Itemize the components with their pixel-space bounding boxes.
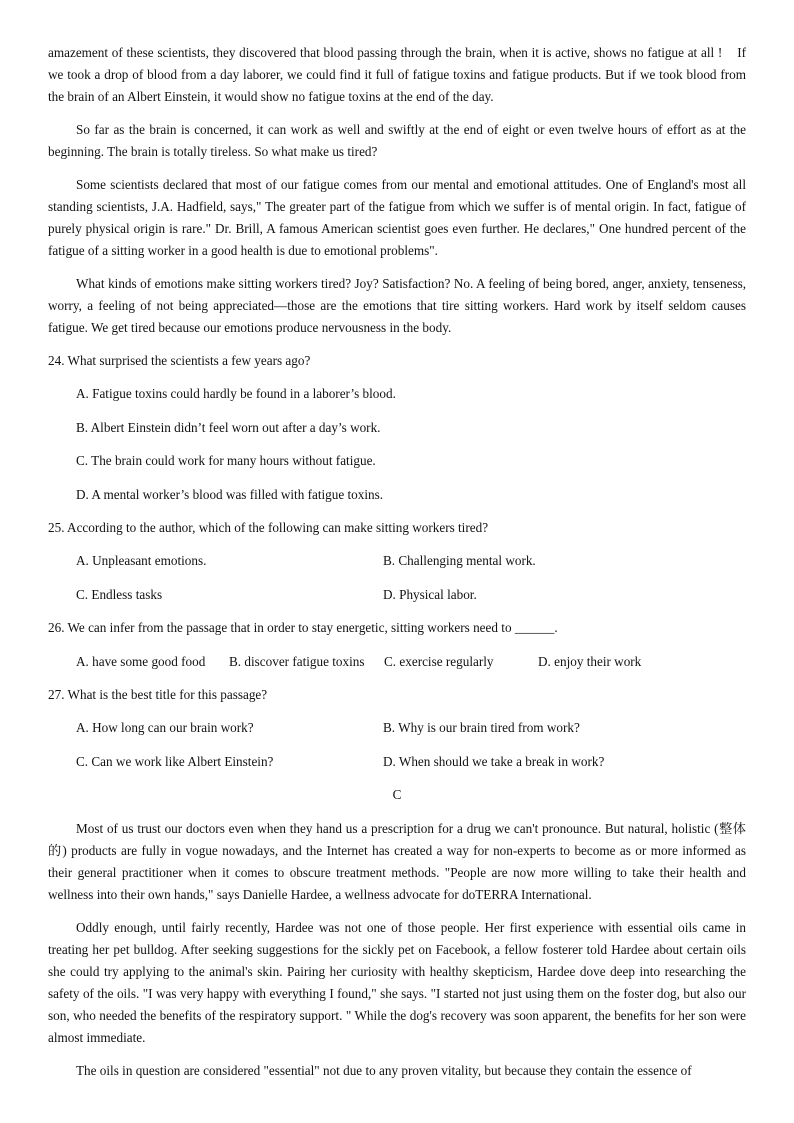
- question-26-options-row: [48, 651, 746, 684]
- question-24-option-c: C. The brain could work for many hours without fatigue.: [76, 453, 376, 469]
- question-27-option-d: D. When should we take a break in work?: [383, 753, 605, 769]
- passage-b-paragraph-4: What kinds of emotions make sitting workers tired? Joy? Satisfaction? No. A feeling of being bored, anger, anxiety, tenseness, worry, a feeling of not being appreciated—those are the emotions that tire sitting workers. Hard work by itself seldom causes fatigue. We get tired because our emotions produce nervousness in the body.: [48, 276, 746, 335]
- question-26-option-a: A. have some good food: [76, 653, 206, 669]
- question-24-option-a: A. Fatigue toxins could hardly be found in a laborer’s blood.: [76, 386, 396, 402]
- question-25-option-b: B. Challenging mental work.: [383, 553, 536, 569]
- section-heading-c: C: [392, 787, 402, 803]
- question-27-option-b: B. Why is our brain tired from work?: [383, 720, 580, 736]
- passage-b-paragraph-3: Some scientists declared that most of our fatigue comes from our mental and emotional attitudes. One of England's most all standing scientists, J.A. Hadfield, says," The greater part of the fatigue from which we suffer is of mental origin. In fact, fatigue of purely physical origin is rare." Dr. Brill, A famous American scientist goes even further. He declares," One hundred percent of the fatigue of a sitting worker in a good health is due to emotional problems".: [48, 177, 746, 258]
- question-27-options-row-2: [48, 751, 746, 784]
- question-27-options-row-1: [48, 717, 746, 750]
- question-25-stem: 25. According to the author, which of the following can make sitting workers tired?: [48, 519, 489, 535]
- question-27-option-a: A. How long can our brain work?: [76, 720, 254, 736]
- question-25-option-c: C. Endless tasks: [76, 586, 163, 602]
- question-27-option-c: C. Can we work like Albert Einstein?: [76, 753, 274, 769]
- question-25-option-a: A. Unpleasant emotions.: [76, 553, 207, 569]
- passage-c-paragraph-2: Oddly enough, until fairly recently, Hardee was not one of those people. Her first experience with essential oils came in treating her pet bulldog. After seeking suggestions for the sickly pet on Facebook, a fellow fosterer told Hardee about certain oils she could try applying to the animal's skin. Pairing her curiosity with healthy skepticism, Hardee dove deep into researching the safety of the oils. "I was very happy with everything I found," she says. "I started not just using them on the foster dog, but also our son, who needed the benefits of the respiratory support. " While the dog's recovery was soon apparent, the benefits for her son were almost immediate.: [48, 920, 746, 1046]
- passage-b-paragraph-1: amazement of these scientists, they discovered that blood passing through the brain, when it is active, shows no fatigue at all ! If we took a drop of blood from a day laborer, we could find it full of fatigue toxins and fatigue products. But if we took blood from the brain of an Albert Einstein, it would show no fatigue toxins at the end of the day.: [48, 45, 746, 104]
- passage-b-paragraph-2: So far as the brain is concerned, it can work as well and swiftly at the end of eight or even twelve hours of effort as at the beginning. The brain is totally tireless. So what make us tired?: [48, 122, 746, 159]
- passage-c-paragraph-3: The oils in question are considered "essential" not due to any proven vitality, but because they contain the essence of: [76, 1063, 692, 1079]
- question-26-option-c: C. exercise regularly: [384, 653, 494, 669]
- question-27-stem: 27. What is the best title for this passage?: [48, 686, 268, 702]
- question-26-option-b: B. discover fatigue toxins: [229, 653, 365, 669]
- question-24-option-b: B. Albert Einstein didn’t feel worn out after a day’s work.: [76, 419, 381, 435]
- question-25-options-row-1: [48, 550, 746, 583]
- question-24-stem: 24. What surprised the scientists a few years ago?: [48, 353, 311, 368]
- question-25-options-row-2: [48, 584, 746, 617]
- question-26-stem: 26. We can infer from the passage that in order to stay energetic, sitting workers need to ______.: [48, 620, 558, 636]
- question-24-option-d: D. A mental worker’s blood was filled with fatigue toxins.: [76, 486, 384, 502]
- passage-c-paragraph-1: Most of us trust our doctors even when they hand us a prescription for a drug we can't pronounce. But natural, holistic (整体的) products are fully in vogue nowadays, and the Internet has created a way for non-experts to become as or more informed as their general practitioner when it comes to obscure treatment methods. "People are now more willing to take their health and wellness into their own hands," says Danielle Hardee, a wellness advocate for doTERRA International.: [48, 821, 746, 903]
- question-26-option-d: D. enjoy their work: [538, 653, 642, 669]
- question-25-option-d: D. Physical labor.: [383, 586, 477, 602]
